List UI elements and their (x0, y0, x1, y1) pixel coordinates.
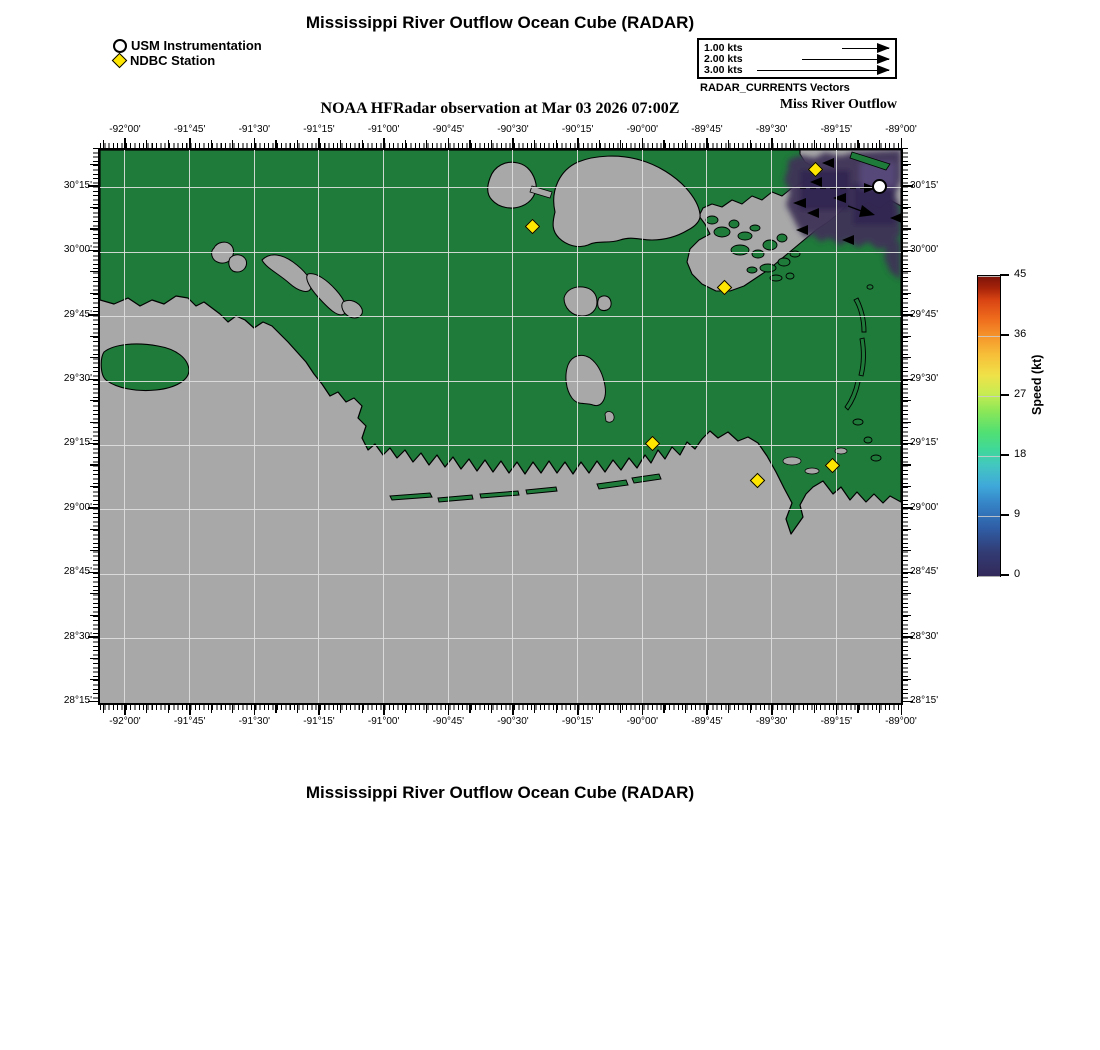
lat-tick-label: 30°00' (63, 244, 92, 256)
lat-tick-label: 29°15' (910, 437, 939, 449)
region-label: Miss River Outflow (779, 97, 897, 112)
coastline-geography (100, 150, 901, 703)
lat-tick-label: 28°15' (910, 695, 939, 706)
lon-tick-label: -89°00' (885, 716, 917, 727)
colorbar-tick-label: 9 (1014, 508, 1021, 520)
lat-tick-label: 29°00' (63, 501, 92, 513)
lat-tick-label: 29°15' (63, 437, 92, 449)
vector-scale-key (697, 38, 897, 79)
lon-tick-label: -90°15' (561, 716, 594, 727)
colorbar-tick-label: 45 (1014, 268, 1027, 280)
lon-tick-label: -89°45' (691, 716, 723, 727)
lon-tick-label: -91°45' (173, 716, 206, 727)
vector-key-label: 1.00 kts (704, 42, 743, 54)
lat-tick-label: 28°45' (910, 566, 939, 578)
lon-tick-label: -91°15' (303, 716, 335, 727)
lon-tick-label: -90°30' (497, 716, 529, 727)
lon-tick-label: -90°30' (497, 124, 529, 135)
lon-tick-label: -90°00' (626, 124, 659, 135)
legend-label: NDBC Station (130, 53, 216, 68)
colorbar-tick-label: 27 (1014, 388, 1027, 400)
lon-tick-label: -90°45' (432, 716, 465, 727)
legend-label: USM Instrumentation (131, 38, 262, 53)
vector-key-label: 3.00 kts (704, 64, 743, 76)
lon-tick-label: -91°15' (303, 124, 335, 135)
usm-instrument-marker (872, 179, 887, 194)
colorbar-tick-label: 36 (1014, 328, 1027, 340)
circle-icon (113, 39, 127, 53)
lat-tick-label: 29°45' (910, 308, 939, 320)
lon-tick-label: -91°30' (238, 124, 271, 135)
vector-key-caption: RADAR_CURRENTS Vectors (700, 82, 850, 94)
lon-tick-label: -89°45' (691, 124, 723, 135)
right-axis-minor-ticks (903, 148, 908, 701)
colorbar-title: Speed (kt) (1030, 354, 1044, 415)
lat-tick-label: 28°30' (910, 630, 939, 642)
lat-tick-label: 28°30' (63, 630, 92, 642)
lat-tick-label: 30°15' (63, 179, 92, 191)
marker-legend (113, 38, 262, 68)
lon-tick-label: -91°45' (173, 124, 206, 135)
lat-tick-label: 29°30' (910, 373, 939, 385)
lon-tick-label: -91°30' (238, 716, 271, 727)
lat-tick-label: 28°15' (63, 695, 92, 706)
lon-tick-label: -90°00' (626, 716, 659, 727)
lon-tick-label: -89°30' (755, 716, 788, 727)
colorbar-tick-label: 0 (1014, 568, 1021, 580)
lon-tick-label: -92°00' (109, 716, 141, 727)
lat-tick-label: 29°30' (63, 373, 92, 385)
legend-row-ndbc (113, 53, 262, 68)
lat-tick-label: 30°15' (910, 179, 939, 191)
lon-tick-label: -89°30' (755, 124, 788, 135)
lon-tick-label: -91°00' (367, 124, 400, 135)
lat-tick-label: 30°00' (910, 244, 939, 256)
colorbar-tick-label: 18 (1014, 448, 1027, 460)
legend-row-usm (113, 38, 262, 53)
observation-subtitle: NOAA HFRadar observation at Mar 03 2026 07:00Z (320, 100, 680, 117)
lon-tick-label: -91°00' (367, 716, 400, 727)
lon-tick-label: -92°00' (109, 124, 141, 135)
diamond-icon (112, 53, 128, 69)
lon-tick-label: -89°15' (820, 716, 853, 727)
lon-tick-label: -89°15' (820, 124, 853, 135)
speed-colorbar (977, 275, 1001, 577)
lat-tick-label: 28°45' (63, 566, 92, 578)
lon-tick-label: -90°15' (561, 124, 594, 135)
bottom-axis-minor-ticks (100, 705, 901, 710)
page-title: Mississippi River Outflow Ocean Cube (RADAR) (305, 13, 695, 32)
lon-tick-label: -89°00' (885, 124, 917, 135)
lon-tick-label: -90°45' (432, 124, 465, 135)
footer-title: Mississippi River Outflow Ocean Cube (RADAR) (305, 783, 695, 802)
vector-key-label: 2.00 kts (704, 53, 743, 65)
lat-tick-label: 29°00' (910, 501, 939, 513)
map-canvas (98, 148, 903, 705)
lat-tick-label: 29°45' (63, 308, 92, 320)
